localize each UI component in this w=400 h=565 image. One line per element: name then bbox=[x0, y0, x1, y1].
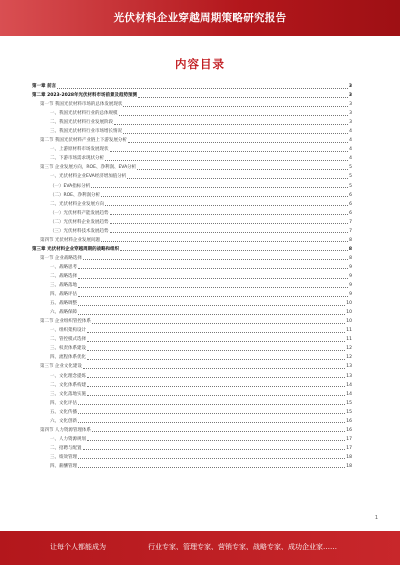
toc-entry-page: 9 bbox=[349, 274, 352, 279]
toc-entry-label: 四、战略评估 bbox=[50, 292, 77, 298]
toc-dot-leader bbox=[101, 193, 348, 197]
toc-section-row[interactable] bbox=[32, 254, 352, 263]
toc-entry-label: 六、文化创新 bbox=[50, 418, 77, 424]
toc-dot-leader bbox=[87, 338, 345, 342]
toc-entry-label: 一、战略思考 bbox=[50, 264, 77, 270]
toc-dot-leader bbox=[91, 184, 348, 188]
toc-dot-leader bbox=[87, 329, 345, 333]
toc-entry-page: 18 bbox=[346, 463, 352, 469]
toc-item-row[interactable] bbox=[32, 172, 352, 181]
toc-chapter-row[interactable] bbox=[32, 91, 352, 100]
toc-entry-page: 9 bbox=[349, 264, 352, 270]
toc-entry-page: 5 bbox=[349, 165, 352, 171]
toc-entry-page: 3 bbox=[349, 102, 352, 108]
toc-entry-label: 三、文化落地实施 bbox=[50, 391, 86, 397]
toc-entry-label: 四、薪酬管理 bbox=[50, 463, 77, 469]
toc-dot-leader bbox=[87, 374, 345, 378]
toc-entry-page: 11 bbox=[346, 328, 352, 334]
toc-entry-label: 第四节 人力资源管理体系 bbox=[40, 427, 91, 433]
toc-dot-leader bbox=[101, 238, 348, 242]
toc-item-row[interactable] bbox=[32, 272, 352, 281]
toc-dot-leader bbox=[127, 175, 348, 179]
toc-item-row[interactable] bbox=[32, 118, 352, 127]
toc-entry-page: 10 bbox=[346, 301, 352, 307]
page-number: 1 bbox=[374, 515, 378, 521]
toc-entry-page: 10 bbox=[346, 310, 352, 316]
toc-entry-label: 第二节 我国光伏材料产业链上下游发展分析 bbox=[40, 138, 127, 144]
toc-entry-label: 第一章 前言 bbox=[32, 84, 57, 90]
toc-entry-label: （三）光伏材料技术发展趋势 bbox=[50, 228, 109, 234]
toc-entry-page: 8 bbox=[349, 255, 352, 261]
toc-entry-page: 7 bbox=[349, 228, 352, 234]
toc-section-row[interactable] bbox=[32, 163, 352, 172]
toc-entry-page: 6 bbox=[349, 201, 352, 207]
toc-item-row[interactable] bbox=[32, 399, 352, 408]
toc-entry-page: 15 bbox=[346, 409, 352, 415]
toc-dot-leader bbox=[119, 112, 349, 116]
toc-item-row[interactable] bbox=[32, 444, 352, 453]
toc-entry-label: 第一节 我国光伏材料市场的总体发展现状 bbox=[40, 102, 123, 108]
toc-entry-page: 4 bbox=[349, 147, 352, 153]
toc-entry-page: 9 bbox=[349, 283, 352, 289]
toc-item-row[interactable] bbox=[32, 408, 352, 417]
toc-item-row[interactable] bbox=[32, 263, 352, 272]
toc-item-row[interactable] bbox=[32, 191, 352, 200]
toc-item-row[interactable] bbox=[32, 145, 352, 154]
toc-item-row[interactable] bbox=[32, 281, 352, 290]
toc-entry-page: 14 bbox=[346, 391, 352, 397]
toc-entry-label: 一、上游原材料市场发展现状 bbox=[50, 147, 109, 153]
toc-entry-label: 一、光伏材料企业EVA经济增加值分析 bbox=[50, 174, 127, 180]
toc-item-row[interactable] bbox=[32, 182, 352, 191]
toc-entry-page: 8 bbox=[349, 237, 352, 243]
toc-entry-label: 第三章 光伏材料企业穿越周期的战略和组织 bbox=[32, 246, 120, 252]
toc-entry-label: 二、下游市场需求现状分析 bbox=[50, 156, 104, 162]
toc-dot-leader bbox=[78, 455, 345, 459]
toc-entry-label: （二）光伏材料企业发展趋势 bbox=[50, 219, 109, 225]
toc-entry-label: 五、战略调整 bbox=[50, 301, 77, 307]
toc-chapter-row[interactable] bbox=[32, 82, 352, 91]
toc-dot-leader bbox=[78, 419, 345, 423]
toc-entry-label: 三、我国光伏材料行业市场增长情况 bbox=[50, 129, 122, 135]
toc-entry-page: 3 bbox=[348, 84, 352, 90]
toc-item-row[interactable] bbox=[32, 109, 352, 118]
toc-entry-page: 4 bbox=[349, 156, 352, 162]
toc-entry-label: 第三节 企业文化建设 bbox=[40, 364, 82, 370]
toc-dot-leader bbox=[110, 211, 349, 215]
toc-entry-page: 16 bbox=[346, 427, 352, 433]
toc-entry-page: 15 bbox=[346, 400, 352, 406]
toc-dot-leader bbox=[123, 103, 348, 107]
toc-chapter-row[interactable] bbox=[32, 245, 352, 254]
toc-section-row[interactable] bbox=[32, 362, 352, 371]
toc-entry-page: 17 bbox=[346, 436, 352, 442]
toc-item-row[interactable] bbox=[32, 462, 352, 471]
toc-entry-label: 第二章 2023-2028年光伏材料市场前景及趋势预测 bbox=[32, 93, 137, 99]
toc-entry-label: 一、文化理念提炼 bbox=[50, 373, 86, 379]
header-bar bbox=[0, 0, 400, 36]
toc-entry-page: 18 bbox=[346, 454, 352, 460]
footer-slogan: 让每个人都能成为 bbox=[50, 543, 106, 551]
toc-entry-page: 3 bbox=[349, 120, 352, 126]
toc-item-row[interactable] bbox=[32, 372, 352, 381]
toc-entry-label: 五、文化传播 bbox=[50, 409, 77, 415]
toc-entry-label: 二、我国光伏材料行业发展阶段 bbox=[50, 120, 113, 126]
toc-entry-label: 六、战略保障 bbox=[50, 310, 77, 316]
toc-item-row[interactable] bbox=[32, 453, 352, 462]
toc-entry-page: 9 bbox=[349, 292, 352, 298]
toc-item-row[interactable] bbox=[32, 326, 352, 335]
toc-dot-leader bbox=[83, 256, 348, 260]
toc-dot-leader bbox=[78, 293, 348, 297]
toc-entry-label: （一）光伏材料产能发展趋势 bbox=[50, 210, 109, 216]
toc-dot-leader bbox=[110, 229, 349, 233]
toc-dot-leader bbox=[92, 428, 345, 432]
toc-dot-leader bbox=[87, 437, 345, 441]
toc-entry-page: 16 bbox=[346, 418, 352, 424]
toc-item-row[interactable] bbox=[32, 417, 352, 426]
toc-entry-label: 四、流程体系优化 bbox=[50, 355, 86, 361]
toc-item-row[interactable] bbox=[32, 227, 352, 236]
toc-entry-label: （一）EVA指标分析 bbox=[50, 183, 91, 189]
toc-dot-leader bbox=[87, 347, 345, 351]
toc-dot-leader bbox=[57, 85, 348, 89]
toc-dot-leader bbox=[110, 220, 349, 224]
toc-heading: 内容目录 bbox=[175, 57, 225, 71]
toc-entry-page: 5 bbox=[349, 183, 352, 189]
toc-entry-page: 6 bbox=[349, 210, 352, 216]
toc-item-row[interactable] bbox=[32, 218, 352, 227]
toc-entry-page: 10 bbox=[346, 319, 352, 325]
footer-roles: 行业专家、管理专家、营销专家、战略专家、成功企业家…… bbox=[148, 543, 337, 551]
toc-item-row[interactable] bbox=[32, 390, 352, 399]
toc-item-row[interactable] bbox=[32, 353, 352, 362]
toc-dot-leader bbox=[110, 148, 349, 152]
toc-item-row[interactable] bbox=[32, 154, 352, 163]
toc-entry-page: 12 bbox=[346, 355, 352, 361]
toc-entry-page: 3 bbox=[348, 93, 352, 99]
toc-item-row[interactable] bbox=[32, 335, 352, 344]
toc-section-row[interactable] bbox=[32, 317, 352, 326]
toc-dot-leader bbox=[120, 247, 348, 251]
toc-item-row[interactable] bbox=[32, 308, 352, 317]
toc-dot-leader bbox=[128, 139, 348, 143]
toc-item-row[interactable] bbox=[32, 290, 352, 299]
toc-item-row[interactable] bbox=[32, 127, 352, 136]
toc-entry-label: 二、招聘与配置 bbox=[50, 445, 82, 451]
toc-entry-page: 13 bbox=[346, 373, 352, 379]
toc-entry-page: 4 bbox=[349, 129, 352, 135]
toc-entry-label: 三、权责体系建设 bbox=[50, 346, 86, 352]
toc-entry-label: 二、文化体系构建 bbox=[50, 382, 86, 388]
toc-dot-leader bbox=[114, 121, 348, 125]
toc-entry-page: 11 bbox=[346, 337, 352, 343]
toc-entry-page: 12 bbox=[346, 346, 352, 352]
toc-entry-label: （二）ROE、净利润分析 bbox=[50, 192, 101, 198]
toc-dot-leader bbox=[92, 320, 345, 324]
toc-dot-leader bbox=[123, 130, 348, 134]
report-title: 光伏材料企业穿越周期策略研究报告 bbox=[113, 12, 287, 24]
toc-dot-leader bbox=[87, 392, 345, 396]
toc-dot-leader bbox=[87, 356, 345, 360]
toc-dot-leader bbox=[78, 401, 345, 405]
toc-entry-page: 7 bbox=[349, 219, 352, 225]
toc-entry-label: 一、我国光伏材料行业的总体规模 bbox=[50, 111, 118, 117]
toc-item-row[interactable] bbox=[32, 381, 352, 390]
toc-dot-leader bbox=[78, 275, 348, 279]
toc-entry-label: 第四节 光伏材料企业发展问题 bbox=[40, 237, 100, 243]
toc-item-row[interactable] bbox=[32, 200, 352, 209]
toc-entry-label: 三、战略落地 bbox=[50, 283, 77, 289]
toc-dot-leader bbox=[78, 302, 345, 306]
toc-entry-label: 三、绩效管理 bbox=[50, 454, 77, 460]
toc-entry-label: 一、组织架构设计 bbox=[50, 328, 86, 334]
toc-entry-page: 8 bbox=[348, 246, 352, 252]
footer-bar bbox=[0, 531, 400, 565]
toc-entry-page: 4 bbox=[349, 138, 352, 144]
toc-dot-leader bbox=[78, 410, 345, 414]
toc-entry-label: 第一节 企业战略选择 bbox=[40, 255, 82, 261]
toc-dot-leader bbox=[78, 265, 348, 269]
toc-dot-leader bbox=[83, 446, 346, 450]
toc-item-row[interactable] bbox=[32, 299, 352, 308]
toc-entry-label: 一、人力资源规划 bbox=[50, 436, 86, 442]
toc-entry-label: 二、管控模式选择 bbox=[50, 337, 86, 343]
toc-dot-leader bbox=[138, 94, 348, 98]
toc-entry-page: 13 bbox=[346, 364, 352, 370]
toc-entry-page: 3 bbox=[349, 111, 352, 117]
toc-section-row[interactable] bbox=[32, 236, 352, 245]
toc-entry-label: 二、光伏材料企业发展方向 bbox=[50, 201, 104, 207]
toc-item-row[interactable] bbox=[32, 209, 352, 218]
toc-dot-leader bbox=[83, 365, 345, 369]
toc-section-row[interactable] bbox=[32, 426, 352, 435]
toc-entry-label: 第二节 企业组织管控体系 bbox=[40, 319, 91, 325]
toc-dot-leader bbox=[78, 311, 345, 315]
toc-entry-page: 17 bbox=[346, 445, 352, 451]
toc-section-row[interactable] bbox=[32, 100, 352, 109]
table-of-contents bbox=[32, 82, 352, 471]
toc-dot-leader bbox=[87, 383, 345, 387]
toc-entry-page: 6 bbox=[349, 192, 352, 198]
toc-section-row[interactable] bbox=[32, 136, 352, 145]
toc-dot-leader bbox=[137, 166, 348, 170]
toc-dot-leader bbox=[78, 284, 348, 288]
toc-entry-page: 14 bbox=[346, 382, 352, 388]
toc-item-row[interactable] bbox=[32, 344, 352, 353]
toc-dot-leader bbox=[105, 157, 348, 161]
toc-entry-page: 5 bbox=[349, 174, 352, 180]
toc-dot-leader bbox=[105, 202, 348, 206]
toc-entry-label: 二、战略选择 bbox=[50, 274, 77, 279]
toc-dot-leader bbox=[78, 464, 345, 468]
toc-item-row[interactable] bbox=[32, 435, 352, 444]
toc-entry-label: 第三节 企业发展方向，ROE、净利润、EVA分析 bbox=[40, 165, 137, 171]
toc-entry-label: 四、文化评估 bbox=[50, 400, 77, 406]
